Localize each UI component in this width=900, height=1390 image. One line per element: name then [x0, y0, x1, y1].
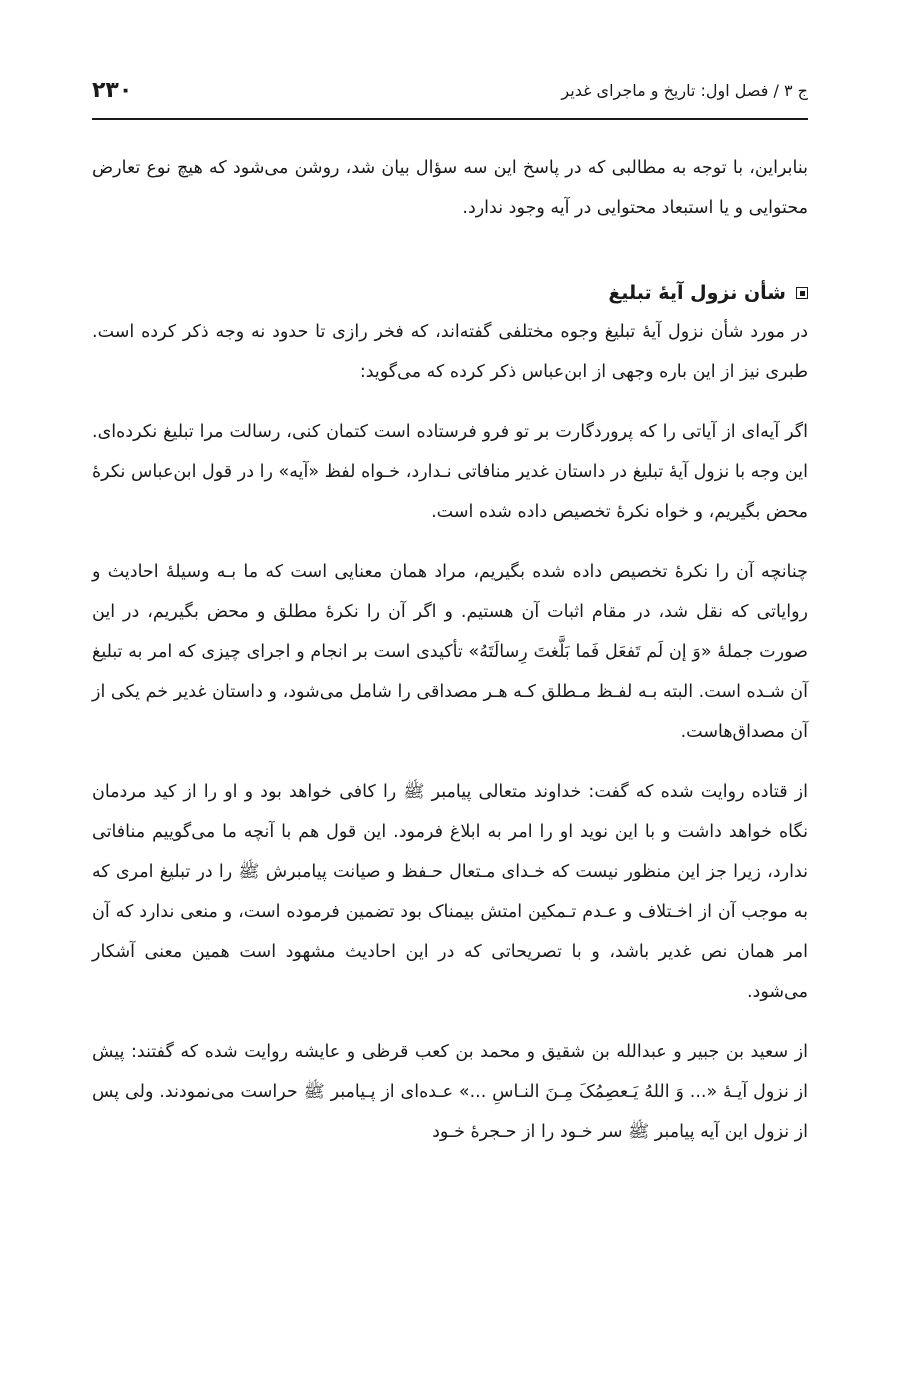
running-header-title: ج ۳ / فصل اول: تاریخ و ماجرای غدیر: [561, 80, 808, 100]
section-heading-text: شأن نزول آیهٔ تبلیغ: [608, 282, 786, 304]
paragraph: در مورد شأن نزول آیهٔ تبلیغ وجوه مختلفی گفته‌اند، که فخر رازی تا حدود نه وجه ذکر کرده است. طبری نیز از این باره وجهی از ابن‌عباس ذکر کرده که می‌گوید:: [92, 322, 808, 382]
section-heading: [92, 276, 808, 310]
paragraph: اگر آیه‌ای از آیاتی را که پروردگارت بر تو فرو فرستاده است کتمان کنی، رسالت مرا تبلیغ نکرده‌ای. این وجه با نزول آیهٔ تبلیغ در داستان غدیر منافاتی نـدارد، خـواه لفظ «آیه» را در قول ابن‌عباس نکرهٔ محض بگیریم، و خواه نکرهٔ تخصیص داده شده است.: [92, 422, 808, 522]
body-text: [92, 148, 808, 1172]
paragraph: از سعید بن جبیر و عبدالله بن شقیق و محمد بن کعب قرظی و عایشه روایت شده که گفتند: پیش از نزول آیـهٔ «... وَ اللهُ يَـعصِمُکَ مِـنَ النـاسِ ...» عـده‌ای از پـیامبر ﷺ حراست می‌نمودند. ولی پس از نزول این آیه پیامبر ﷺ سر خـود را از حـجرهٔ خـود: [92, 1042, 808, 1142]
page-number: ۲۳۰: [92, 77, 133, 103]
intro-paragraph: بنابراین، با توجه به مطالبی که در پاسخ این سه سؤال بیان شد، روشن می‌شود که هیچ نوع تعارض محتوایی و یا استبعاد محتوایی در آیه وجود ندارد.: [92, 158, 808, 218]
running-header: [92, 70, 808, 120]
paragraph: از قتاده روایت شده که گفت: خداوند متعالی پیامبر ﷺ را کافی خواهد بود و او را از کید مردمان نگاه خواهد داشت و با این نوید او را امر به ابلاغ فرمود. این قول هم با آنچه ما می‌گوییم منافاتی ندارد، زیرا جز این منظور نیست که خـدای مـتعال حـفظ و صیانت پیامبرش ﷺ را در تبلیغ امری که به موجب آن از اخـتلاف و عـدم تـمکین امتش بیمناک بود تضمین فرموده است، و منعی ندارد که آن امر همان نص غدیر باشد، و با تصریحاتی که در این احادیث مشهود است همین معنی آشکار می‌شود.: [92, 782, 808, 1002]
paragraph: چنانچه آن را نکرهٔ تخصیص داده شده بگیریم، مراد همان معنایی است که ما بـه وسیلهٔ احادیث و روایاتی که نقل شد، در مقام اثبات آن هستیم. و اگر آن را نکرهٔ مطلق و محض بگیریم، در این صورت جملهٔ «وَ إن لَم تَفعَل فَما بَلَّغتَ رِسالَتَهُ» تأکیدی است بر انجام و اجرای چیزی که امر به تبلیغ آن شـده است. البته بـه لفـظ مـطلق کـه هـر مصداقی را شامل می‌شود، و داستان غدیر خم یکی از آن مصداق‌هاست.: [92, 562, 808, 742]
square-bullet-icon: [796, 287, 808, 299]
